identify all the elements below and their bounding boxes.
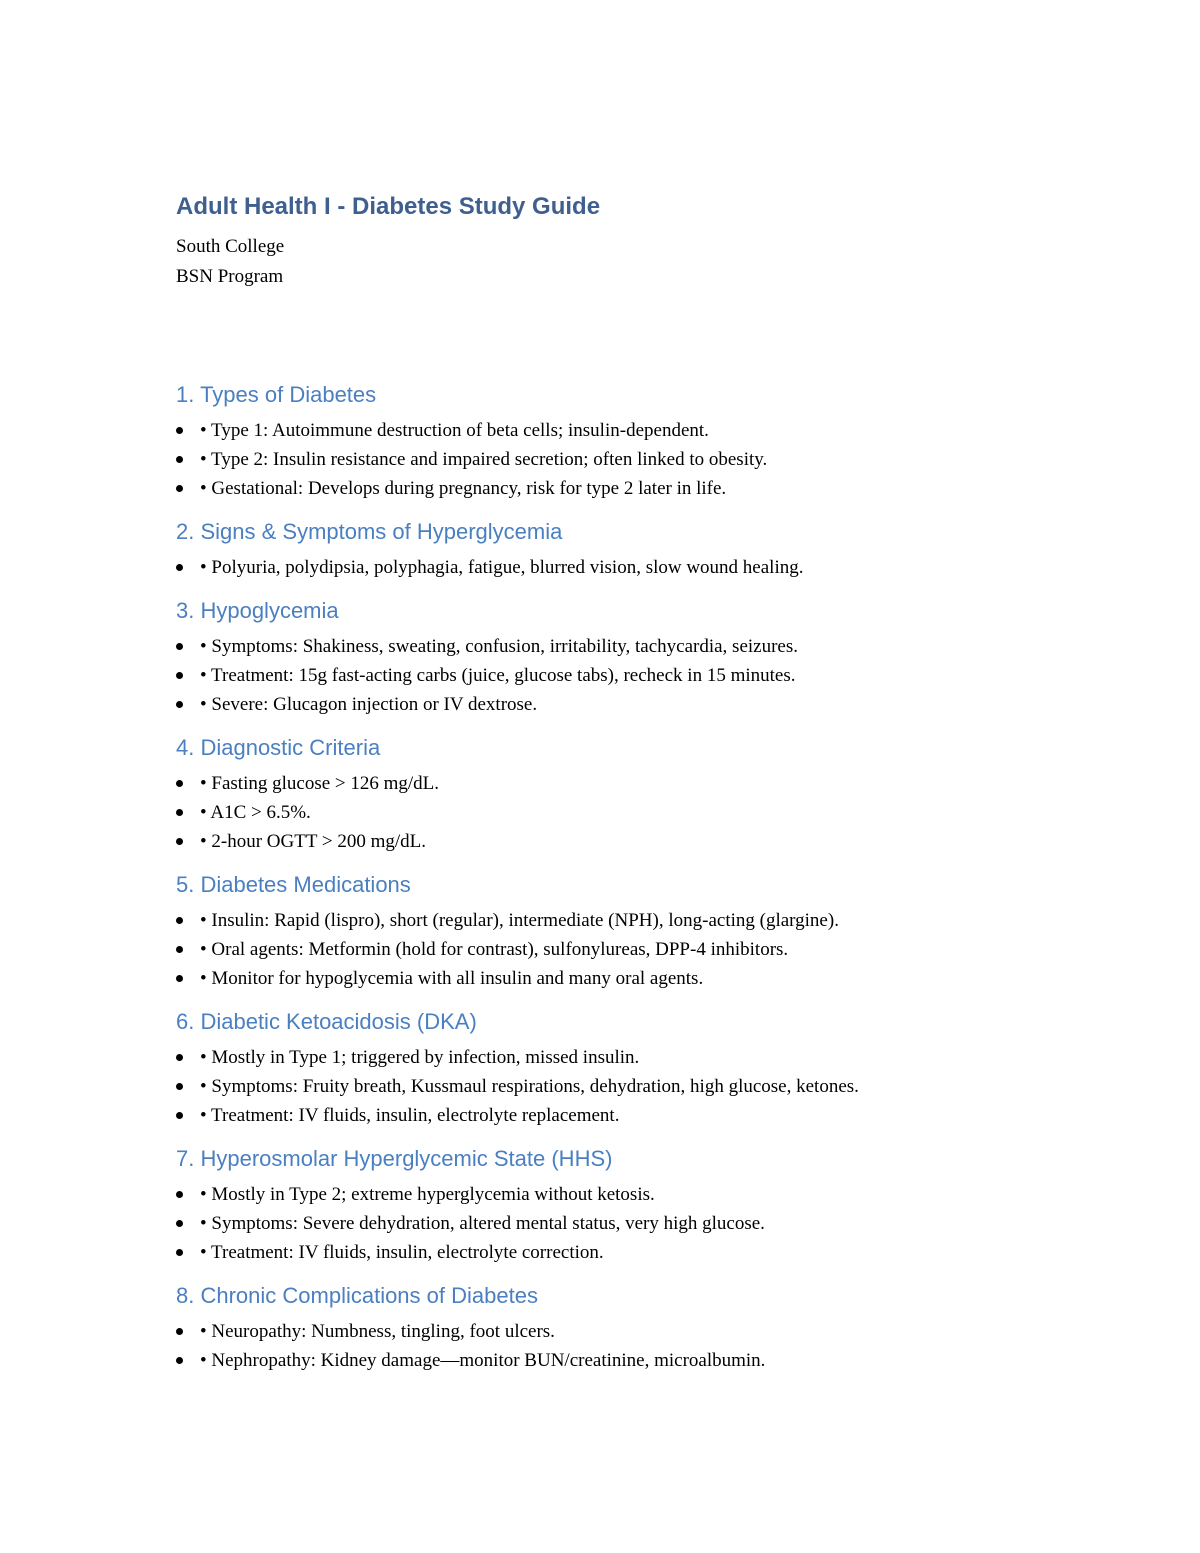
list-item [176,1317,1056,1346]
section-6 [176,1007,1056,1130]
section-heading: 3. Hypoglycemia [176,598,339,623]
list-item-text: • Type 2: Insulin resistance and impaired secretion; often linked to obesity. [200,449,768,470]
list-item [176,827,1056,856]
list-item [176,1180,1056,1209]
section-heading: 2. Signs & Symptoms of Hyperglycemia [176,519,563,544]
document-content [176,190,1056,1389]
section-heading: 4. Diagnostic Criteria [176,735,381,760]
bullet-list [176,769,1056,856]
bullet-icon [176,1220,183,1227]
list-item [176,445,1056,474]
sections-container [176,380,1056,1375]
bullet-icon [176,427,183,434]
list-item [176,798,1056,827]
bullet-icon [176,917,183,924]
section-heading: 1. Types of Diabetes [176,382,377,407]
bullet-list [176,906,1056,993]
list-item-text: • Nephropathy: Kidney damage—monitor BUN/creatinine, microalbumin. [200,1350,766,1371]
bullet-icon [176,643,183,650]
document-meta [176,232,1056,292]
list-item-text: • A1C > 6.5%. [200,802,311,823]
list-item [176,632,1056,661]
bullet-icon [176,672,183,679]
list-item [176,1101,1056,1130]
bullet-icon [176,1328,183,1335]
bullet-icon [176,1083,183,1090]
section-heading: 5. Diabetes Medications [176,872,411,897]
bullet-icon [176,1357,183,1364]
list-item-text: • 2-hour OGTT > 200 mg/dL. [200,831,426,852]
list-item-text: • Gestational: Develops during pregnancy, risk for type 2 later in life. [200,478,727,499]
list-item [176,690,1056,719]
section-heading: 7. Hyperosmolar Hyperglycemic State (HHS) [176,1146,613,1171]
list-item [176,1346,1056,1375]
list-item-text: • Mostly in Type 2; extreme hyperglycemia without ketosis. [200,1184,655,1205]
section-7 [176,1144,1056,1267]
list-item-text: • Monitor for hypoglycemia with all insulin and many oral agents. [200,968,704,989]
list-item [176,1043,1056,1072]
section-3 [176,596,1056,719]
bullet-list [176,632,1056,719]
bullet-icon [176,1054,183,1061]
document-title: Adult Health I - Diabetes Study Guide [176,193,601,220]
list-item [176,906,1056,935]
list-item-text: • Symptoms: Shakiness, sweating, confusion, irritability, tachycardia, seizures. [200,636,798,657]
section-5 [176,870,1056,993]
list-item-text: • Neuropathy: Numbness, tingling, foot ulcers. [200,1321,555,1342]
list-item-text: • Oral agents: Metformin (hold for contrast), sulfonylureas, DPP-4 inhibitors. [200,939,789,960]
list-item-text: • Treatment: 15g fast-acting carbs (juice, glucose tabs), recheck in 15 minutes. [200,665,796,686]
list-item [176,769,1056,798]
list-item [176,416,1056,445]
list-item-text: • Type 1: Autoimmune destruction of beta cells; insulin-dependent. [200,420,709,441]
list-item-text: • Fasting glucose > 126 mg/dL. [200,773,440,794]
list-item [176,964,1056,993]
section-8 [176,1281,1056,1375]
bullet-list [176,416,1056,503]
bullet-icon [176,701,183,708]
list-item-text: • Symptoms: Severe dehydration, altered mental status, very high glucose. [200,1213,765,1234]
section-2 [176,517,1056,582]
list-item-text: • Symptoms: Fruity breath, Kussmaul respirations, dehydration, high glucose, ketones. [200,1076,859,1097]
bullet-icon [176,564,183,571]
section-heading: 6. Diabetic Ketoacidosis (DKA) [176,1009,477,1034]
bullet-icon [176,456,183,463]
bullet-icon [176,975,183,982]
bullet-icon [176,1249,183,1256]
bullet-list [176,1043,1056,1130]
list-item [176,1209,1056,1238]
list-item [176,553,1056,582]
list-item-text: • Insulin: Rapid (lispro), short (regular), intermediate (NPH), long-acting (glargine). [200,910,839,931]
list-item [176,1238,1056,1267]
bullet-list [176,1317,1056,1375]
bullet-list [176,1180,1056,1267]
list-item-text: • Treatment: IV fluids, insulin, electrolyte replacement. [200,1105,620,1126]
list-item [176,935,1056,964]
bullet-icon [176,946,183,953]
bullet-list [176,553,1056,582]
bullet-icon [176,485,183,492]
list-item-text: • Treatment: IV fluids, insulin, electrolyte correction. [200,1242,604,1263]
section-1 [176,380,1056,503]
bullet-icon [176,838,183,845]
list-item-text: • Polyuria, polydipsia, polyphagia, fatigue, blurred vision, slow wound healing. [200,557,804,578]
institution-name: South College [176,236,285,257]
list-item-text: • Mostly in Type 1; triggered by infection, missed insulin. [200,1047,640,1068]
list-item [176,474,1056,503]
list-item [176,1072,1056,1101]
bullet-icon [176,1191,183,1198]
program-name: BSN Program [176,266,284,287]
bullet-icon [176,1112,183,1119]
section-4 [176,733,1056,856]
list-item [176,661,1056,690]
bullet-icon [176,780,183,787]
section-heading: 8. Chronic Complications of Diabetes [176,1283,538,1308]
list-item-text: • Severe: Glucagon injection or IV dextrose. [200,694,538,715]
bullet-icon [176,809,183,816]
